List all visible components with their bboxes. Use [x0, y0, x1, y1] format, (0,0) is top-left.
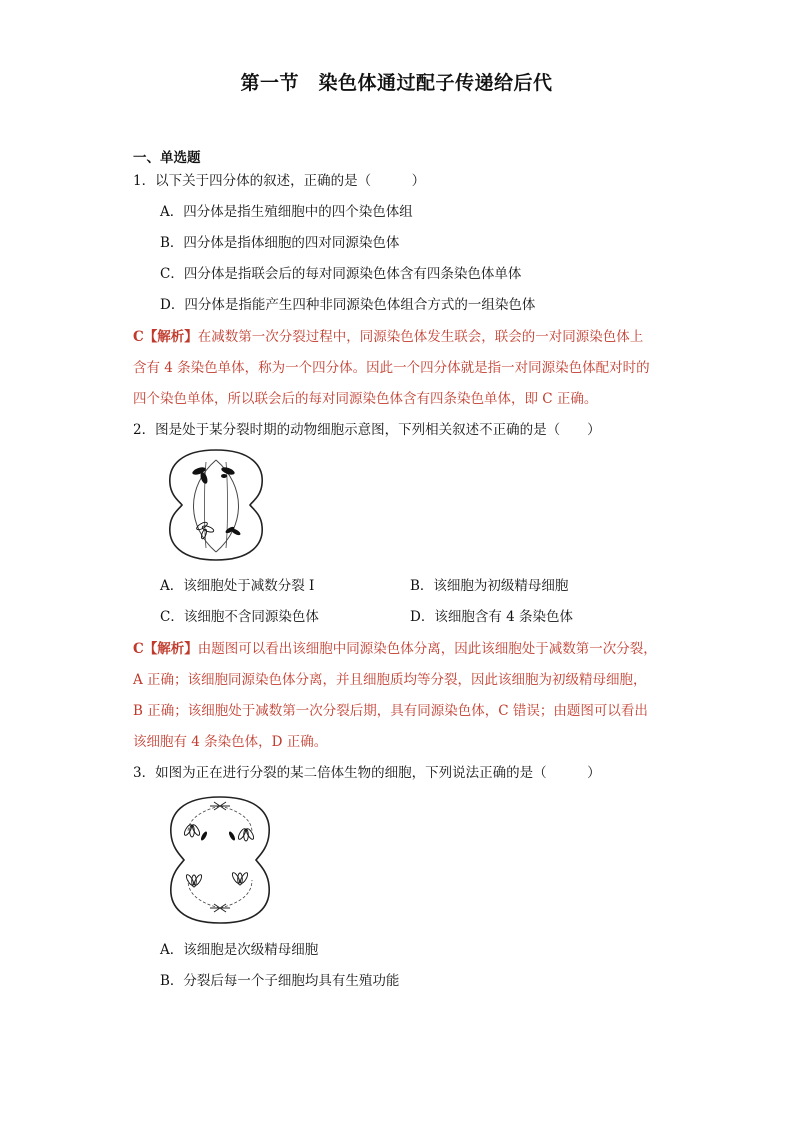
question-2-option-d: D．该细胞含有 4 条染色体 [410, 609, 573, 625]
answer-tag: C【解析】 [133, 329, 198, 345]
cell-diagram-2 [166, 792, 274, 928]
question-1-option-c: C．四分体是指联会后的每对同源染色体含有四条染色体单体 [160, 266, 522, 282]
page-title: 第一节 染色体通过配子传递给后代 [240, 72, 553, 94]
answer-tag: C【解析】 [133, 641, 198, 657]
question-2-explanation-line-2: A 正确；该细胞同源染色体分离，并且细胞质均等分裂，因此该细胞为初级精母细胞， [133, 672, 647, 688]
section-heading: 一、单选题 [133, 150, 201, 166]
question-1-option-a: A．四分体是指生殖细胞中的四个染色体组 [160, 204, 413, 220]
question-2-explanation-line-3: B 正确；该细胞处于减数第一次分裂后期，具有同源染色体，C 错误；由题图可以看出 [133, 703, 648, 719]
question-2-stem: 2．图是处于某分裂时期的动物细胞示意图，下列相关叙述不正确的是（ ） [133, 422, 601, 438]
question-1-stem: 1．以下关于四分体的叙述，正确的是（ ） [133, 173, 426, 189]
question-2-option-a: A．该细胞处于减数分裂 Ⅰ [160, 578, 315, 594]
question-3-stem: 3．如图为正在进行分裂的某二倍体生物的细胞，下列说法正确的是（ ） [133, 765, 601, 781]
question-1-explanation-line-1: C【解析】在减数第一次分裂过程中，同源染色体发生联会，联会的一对同源染色体上 [133, 329, 644, 345]
question-2-option-c: C．该细胞不含同源染色体 [160, 609, 319, 625]
question-3-option-a: A．该细胞是次级精母细胞 [160, 942, 319, 958]
question-1-explanation-line-2: 含有 4 条染色单体，称为一个四分体。因此一个四分体就是指一对同源染色体配对时的 [133, 360, 650, 376]
cell-diagram-1 [166, 446, 266, 564]
question-3-option-b: B．分裂后每一个子细胞均具有生殖功能 [160, 973, 400, 989]
question-1-option-b: B．四分体是指体细胞的四对同源染色体 [160, 235, 400, 251]
question-2-option-b: B．该细胞为初级精母细胞 [410, 578, 569, 594]
question-2-explanation-line-1: C【解析】由题图可以看出该细胞中同源染色体分离，因此该细胞处于减数第一次分裂， [133, 641, 657, 657]
question-2-explanation-line-4: 该细胞有 4 条染色体，D 正确。 [133, 734, 328, 750]
question-1-explanation-line-3: 四个染色单体，所以联会后的每对同源染色体含有四条染色单体，即 C 正确。 [133, 391, 598, 407]
question-1-option-d: D．四分体是指能产生四种非同源染色体组合方式的一组染色体 [160, 297, 536, 313]
